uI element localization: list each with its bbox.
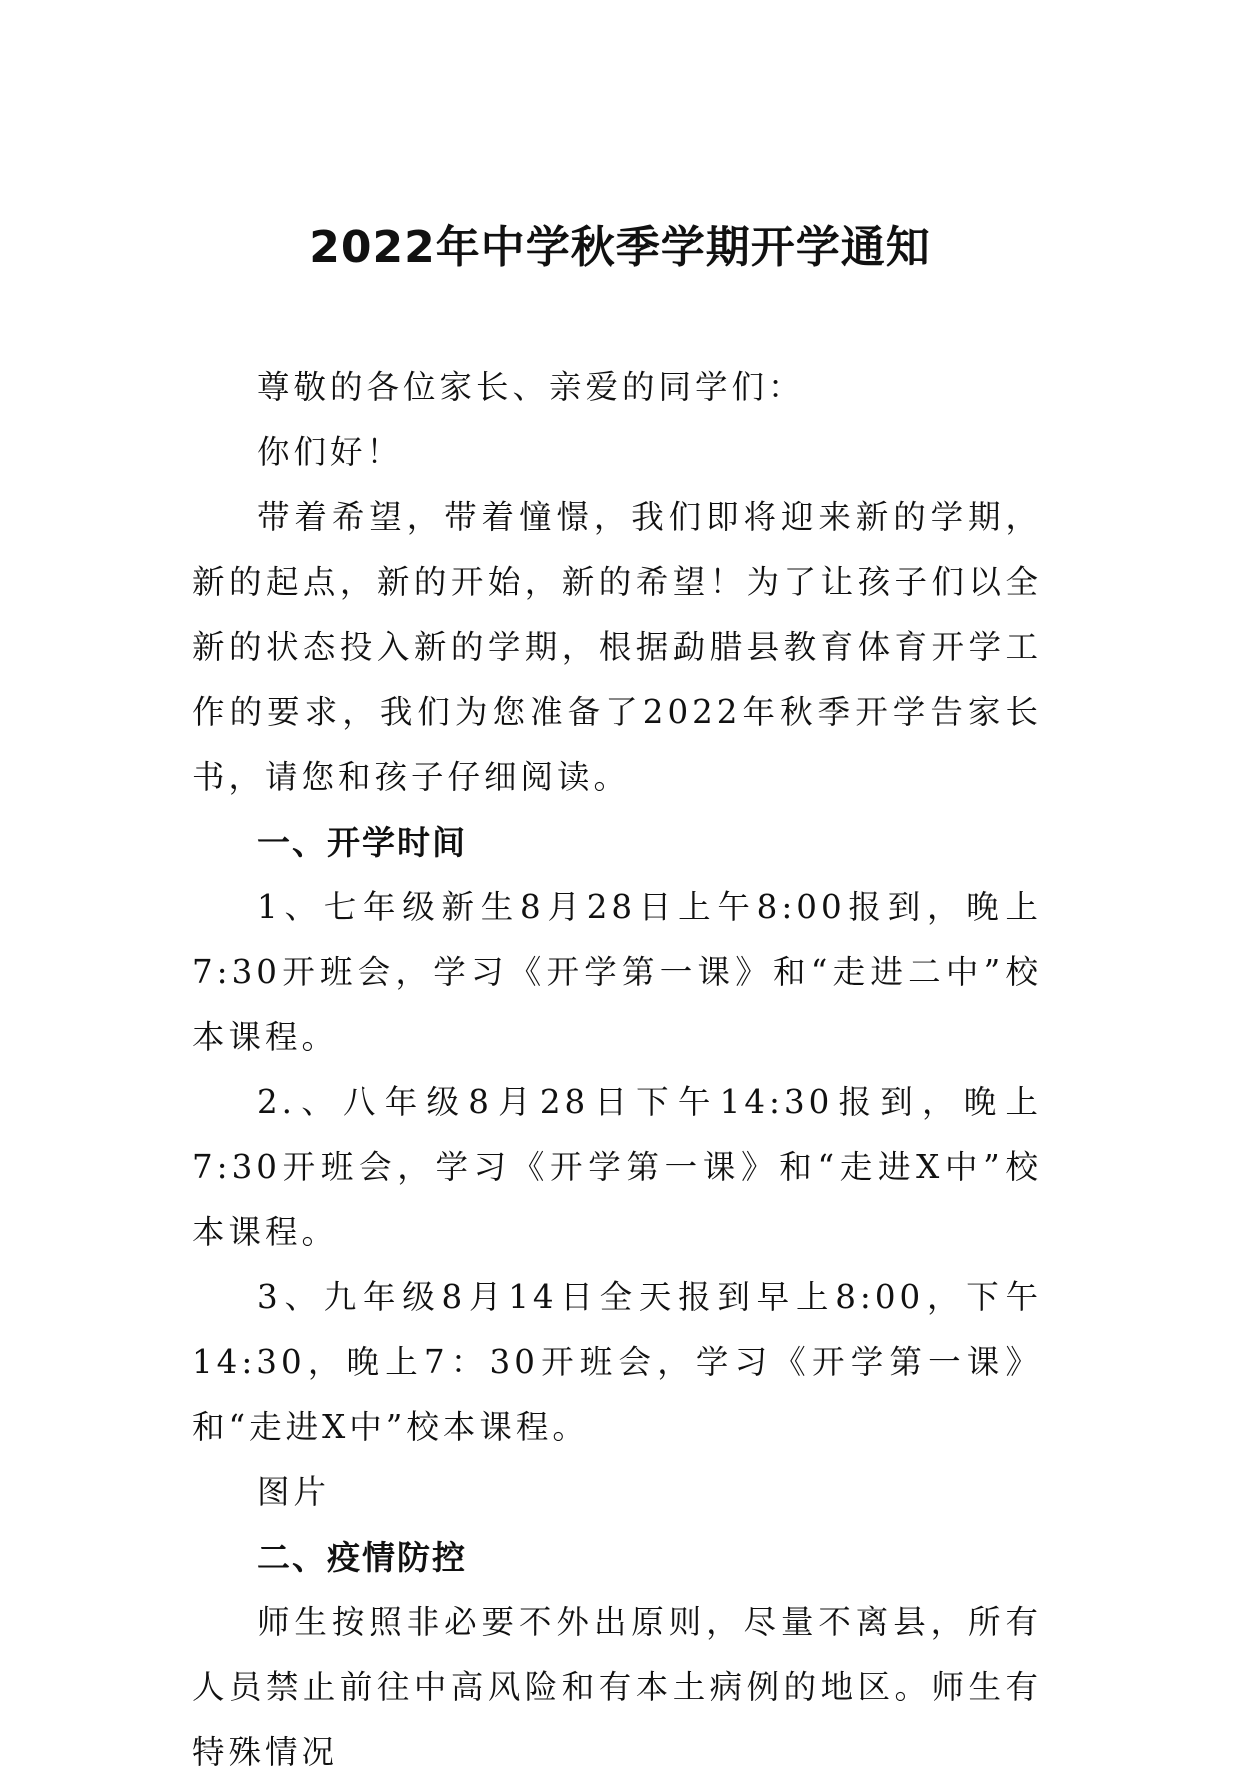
salutation: 尊敬的各位家长、亲爱的同学们： bbox=[257, 368, 805, 406]
intro-paragraph: 带着希望，带着憧憬，我们即将迎来新的学期，新的起点，新的开始，新的希望！为了让孩子们以全新的状态投入新的学期，根据勐腊县教育体育开学工作的要求，我们为您准备了2022年秋季开学告家长书，请您和孩子仔细阅读。 bbox=[192, 498, 1042, 796]
epidemic-control-paragraph: 师生按照非必要不外出原则，尽量不离县，所有人员禁止前往中高风险和有本土病例的地区。师生有特殊情况 bbox=[192, 1603, 1042, 1771]
document-title: 2022年中学秋季学期开学通知 bbox=[309, 222, 931, 273]
grade7-schedule: 1、七年级新生8月28日上午8:00报到，晚上7:30开班会，学习《开学第一课》和“走进二中”校本课程。 bbox=[192, 888, 1042, 1056]
section-heading-opening-time: 一、开学时间 bbox=[257, 823, 467, 862]
image-placeholder-text: 图片 bbox=[257, 1473, 331, 1511]
section-heading-epidemic-control: 二、疫情防控 bbox=[257, 1538, 467, 1577]
grade8-schedule: 2.、八年级8月28日下午14:30报到，晚上7:30开班会，学习《开学第一课》和“走进X中”校本课程。 bbox=[192, 1083, 1042, 1251]
greeting: 你们好！ bbox=[257, 433, 404, 471]
document-body bbox=[192, 355, 1042, 1785]
grade9-schedule: 3、九年级8月14日全天报到早上8:00，下午14:30，晚上7：30开班会，学习《开学第一课》和“走进X中”校本课程。 bbox=[192, 1278, 1042, 1446]
